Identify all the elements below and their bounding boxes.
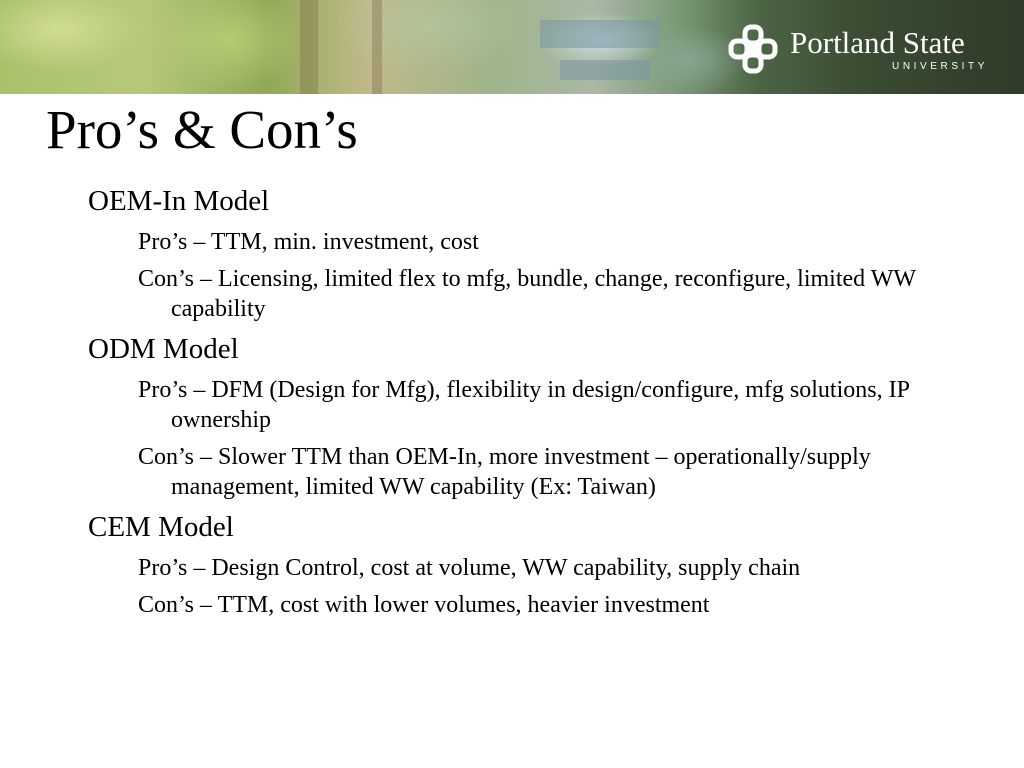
section-odm [0, 330, 1024, 502]
banner-photo-detail [540, 20, 660, 48]
slide-title: Pro’s & Con’s [46, 99, 358, 160]
section-cem [0, 508, 1024, 620]
section-heading: OEM-In Model [88, 185, 270, 217]
bullet-item: Con’s – TTM, cost with lower volumes, heavier investment [138, 592, 710, 618]
bullet-item: Con’s – Slower TTM than OEM-In, more investment – operationally/supply management, limited WW capability (Ex: Taiwan) [138, 444, 871, 500]
banner-photo-detail [372, 0, 382, 94]
bullet-item: Pro’s – TTM, min. investment, cost [138, 229, 479, 255]
banner-photo-detail [560, 60, 650, 80]
slide-body [0, 182, 1024, 620]
section-heading: ODM Model [88, 333, 239, 365]
bullet-item: Pro’s – Design Control, cost at volume, WW capability, supply chain [138, 555, 801, 581]
psu-knot-icon [728, 24, 778, 74]
banner-photo-detail [300, 0, 318, 94]
bullet-item: Pro’s – DFM (Design for Mfg), flexibility in design/configure, mfg solutions, IP ownership [138, 377, 910, 433]
logo-wordmark: Portland State [790, 25, 965, 60]
logo-subtitle: UNIVERSITY [892, 61, 989, 72]
university-logo [728, 24, 998, 76]
section-heading: CEM Model [88, 511, 234, 543]
bullet-item: Con’s – Licensing, limited flex to mfg, bundle, change, reconfigure, limited WW capability [138, 266, 916, 322]
section-oem [0, 182, 1024, 324]
header-banner [0, 0, 1024, 94]
